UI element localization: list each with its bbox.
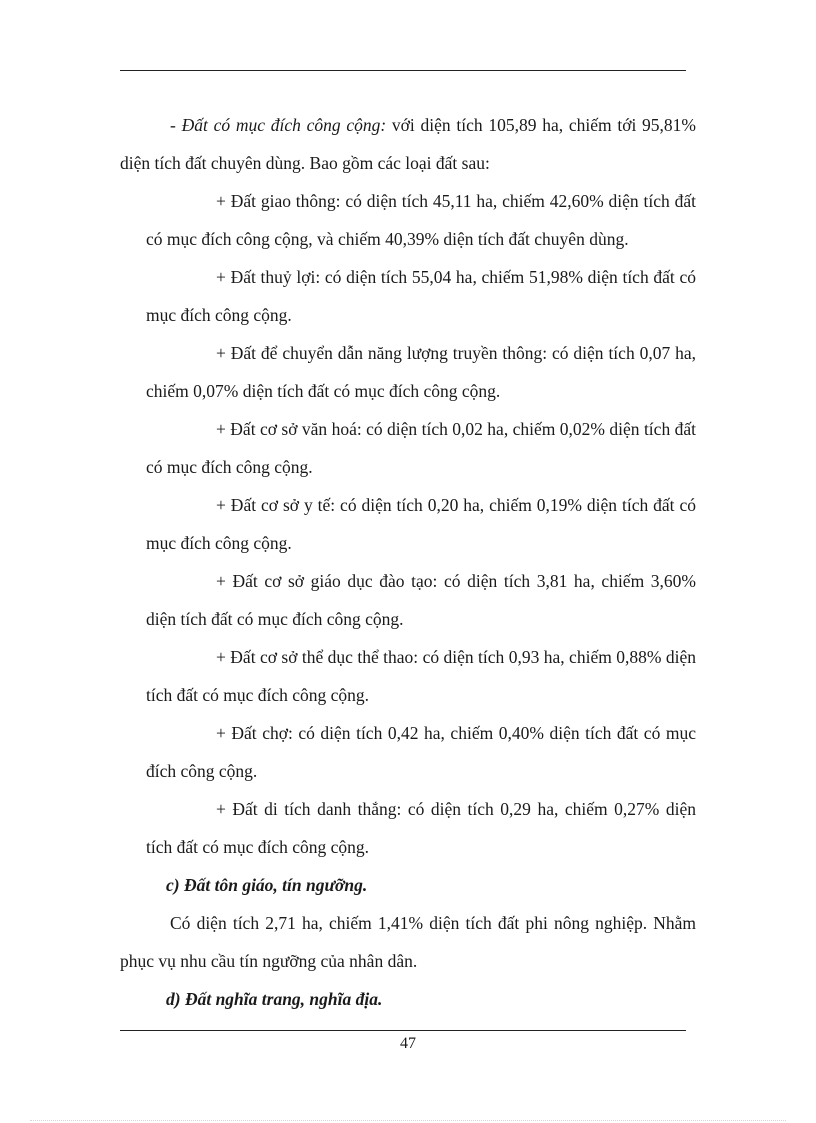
section-c-paragraph: Có diện tích 2,71 ha, chiếm 1,41% diện tích đất phi nông nghiệp. Nhằm phục vụ nhu cầu tín ngưỡng của nhân dân. (120, 913, 696, 971)
list-item: + Đất để chuyển dẫn năng lượng truyền thông: có diện tích 0,07 ha, chiếm 0,07% diện tích đất có mục đích công cộng. (146, 343, 696, 401)
list-item: + Đất chợ: có diện tích 0,42 ha, chiếm 0,40% diện tích đất có mục đích công cộng. (146, 723, 696, 781)
list-item: + Đất cơ sở giáo dục đào tạo: có diện tích 3,81 ha, chiếm 3,60% diện tích đất có mục đích công cộng. (146, 571, 696, 629)
intro-text: với diện tích 105,89 ha, chiếm tới 95,81% diện tích đất chuyên dùng. Bao gồm các loại đất sau: (120, 115, 696, 173)
page-edge-divider (30, 1120, 786, 1121)
list-item: + Đất cơ sở y tế: có diện tích 0,20 ha, chiếm 0,19% diện tích đất có mục đích công cộng. (146, 495, 696, 553)
list-item: + Đất di tích danh thắng: có diện tích 0,29 ha, chiếm 0,27% diện tích đất có mục đích công cộng. (146, 799, 696, 857)
footer-rule (120, 1030, 686, 1031)
list-item: + Đất giao thông: có diện tích 45,11 ha, chiếm 42,60% diện tích đất có mục đích công cộng, và chiếm 40,39% diện tích đất chuyên dùng. (146, 191, 696, 249)
intro-dash: - (170, 115, 176, 135)
list-item: + Đất cơ sở văn hoá: có diện tích 0,02 ha, chiếm 0,02% diện tích đất có mục đích công cộng. (146, 419, 696, 477)
intro-paragraph (120, 106, 696, 182)
list-item: + Đất cơ sở thể dục thể thao: có diện tích 0,93 ha, chiếm 0,88% diện tích đất có mục đích công cộng. (146, 647, 696, 705)
list-item: + Đất thuỷ lợi: có diện tích 55,04 ha, chiếm 51,98% diện tích đất có mục đích công cộng. (146, 267, 696, 325)
section-c-heading: c) Đất tôn giáo, tín ngưỡng. (166, 875, 368, 895)
document-body (120, 106, 696, 1018)
header-rule (120, 70, 686, 71)
page-number: 47 (400, 1035, 416, 1052)
section-d-heading: d) Đất nghĩa trang, nghĩa địa. (166, 989, 383, 1009)
intro-label: Đất có mục đích công cộng: (181, 115, 387, 135)
